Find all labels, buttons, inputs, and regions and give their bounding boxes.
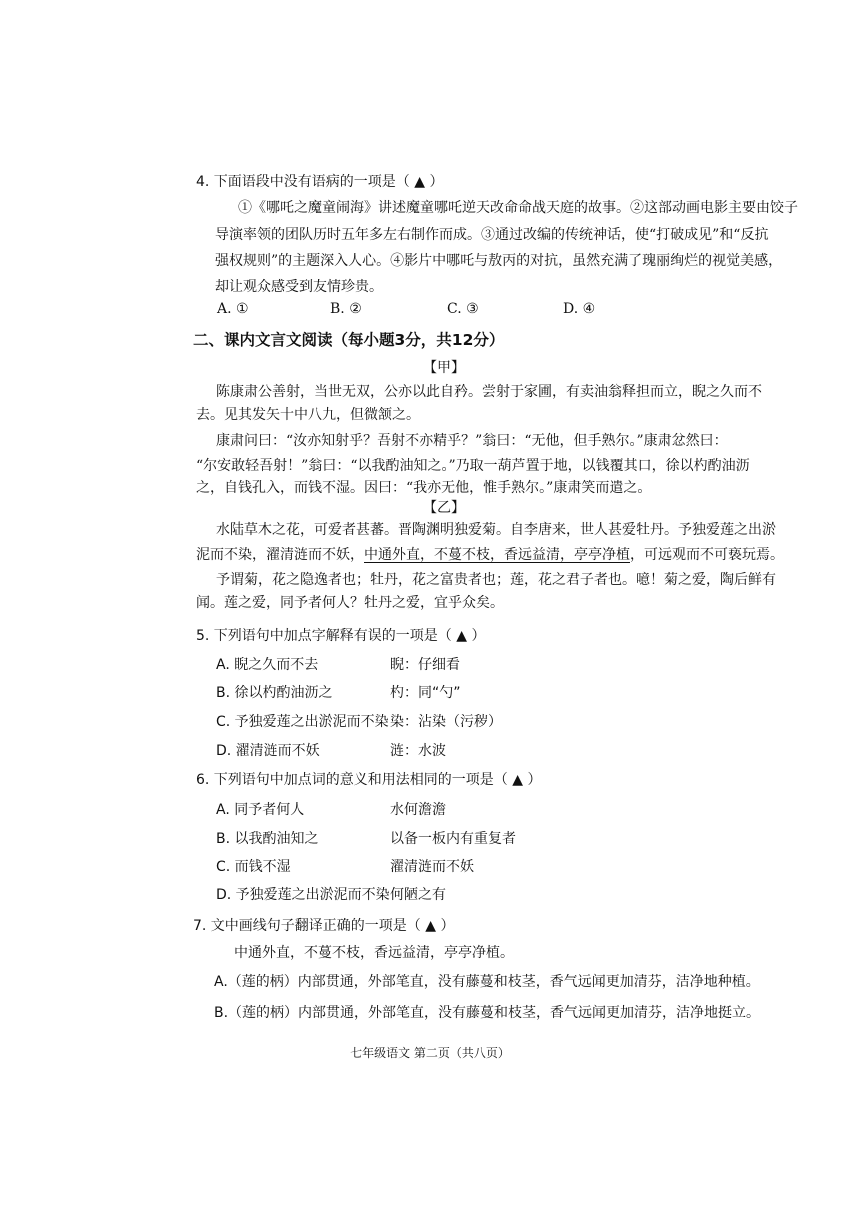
q4-passage-line: 导演率领的团队历时五年多左右制作而成。③通过改编的传统神话，使“打破成见”和“反抗 bbox=[215, 227, 769, 243]
q5-option-a-left: A. 睨之久而不去 bbox=[216, 657, 319, 673]
q6-stem: 6. 下列语句中加点词的意义和用法相同的一项是（ ▲ ） bbox=[196, 772, 542, 788]
q6-option-a-left: A. 同予者何人 bbox=[216, 802, 305, 818]
q5-option-a-right: 睨：仔细看 bbox=[390, 657, 460, 673]
q5-option-b-right: 杓：同“勺” bbox=[390, 685, 461, 701]
q6-option-a-right: 水何澹澹 bbox=[390, 802, 446, 818]
q4-option-b: B. ② bbox=[330, 301, 362, 317]
yi-line: 予谓菊，花之隐逸者也；牡丹，花之富贵者也；莲，花之君子者也。噫！菊之爱，陶后鲜有 bbox=[216, 572, 776, 588]
q6-option-b-right: 以备一板内有重复者 bbox=[390, 831, 516, 847]
q5-option-d-right: 涟：水波 bbox=[390, 743, 446, 759]
underlined-sentence: 中通外直，不蔓不枝，香远益清，亭亭净植 bbox=[364, 547, 630, 563]
jia-line: 之，自钱孔入，而钱不湿。因曰：“我亦无他，惟手熟尔。”康肃笑而遣之。 bbox=[196, 480, 652, 496]
q5-option-c-left: C. 予独爱莲之出淤泥而不染 bbox=[216, 714, 389, 730]
q5-stem: 5. 下列语句中加点字解释有误的一项是（ ▲ ） bbox=[196, 628, 486, 644]
page-footer: 七年级语文 第二页（共八页） bbox=[350, 1046, 510, 1060]
q6-option-d-left: D. 予独爱莲之出淤泥而不染 bbox=[216, 887, 390, 903]
yi-line: 水陆草木之花，可爱者甚蕃。晋陶渊明独爱菊。自李唐来，世人甚爱牡丹。予独爱莲之出淤 bbox=[216, 522, 776, 538]
q4-option-a: A. ① bbox=[217, 301, 249, 317]
yi-line: 闻。莲之爱，同予者何人？牡丹之爱，宜乎众矣。 bbox=[196, 595, 504, 611]
q5-option-d-left: D. 濯清涟而不妖 bbox=[216, 743, 320, 759]
q7-stem: 7. 文中画线句子翻译正确的一项是（ ▲ ） bbox=[193, 918, 455, 934]
q4-stem: 4. 下面语段中没有语病的一项是（ ▲ ） bbox=[196, 174, 444, 190]
q4-passage-line: ①《哪吒之魔童闹海》讲述魔童哪吒逆天改命命战天庭的故事。②这部动画电影主要由饺子 bbox=[238, 200, 798, 216]
passage-label-jia: 【甲】 bbox=[423, 360, 465, 376]
yi-text: 泥而不染，濯清涟而不妖， bbox=[196, 547, 364, 563]
q7-quote: 中通外直，不蔓不枝，香远益清，亭亭净植。 bbox=[234, 945, 514, 961]
yi-line bbox=[196, 546, 784, 564]
q4-passage-line: 强权规则”的主题深入人心。④影片中哪吒与敖丙的对抗，虽然充满了瑰丽绚烂的视觉美感， bbox=[215, 253, 783, 269]
q6-option-b-left: B. 以我酌油知之 bbox=[216, 831, 319, 847]
q6-option-d-right: 何陋之有 bbox=[390, 887, 446, 903]
q4-passage-line: 却让观众感受到友情珍贵。 bbox=[215, 279, 383, 295]
yi-text: ，可远观而不可亵玩焉。 bbox=[630, 547, 784, 563]
q6-option-c-left: C. 而钱不湿 bbox=[216, 859, 291, 875]
q4-option-c: C. ③ bbox=[447, 301, 479, 317]
jia-line: 陈康肃公善射，当世无双，公亦以此自矜。尝射于家圃，有卖油翁释担而立，睨之久而不 bbox=[216, 384, 762, 400]
jia-line: 去。见其发矢十中八九，但微颔之。 bbox=[196, 407, 420, 423]
q5-option-b-left: B. 徐以杓酌油沥之 bbox=[216, 685, 333, 701]
q5-option-c-right: 染：沾染（污秽） bbox=[390, 714, 502, 730]
section-title: 二、课内文言文阅读（每小题3分，共12分） bbox=[193, 331, 505, 349]
q7-option-b: B.（莲的柄）内部贯通，外部笔直，没有藤蔓和枝茎，香气远闻更加清芬，洁净地挺立。 bbox=[214, 1005, 761, 1021]
q6-option-c-right: 濯清涟而不妖 bbox=[390, 859, 474, 875]
passage-label-yi: 【乙】 bbox=[423, 500, 465, 516]
q7-option-a: A.（莲的柄）内部贯通，外部笔直，没有藤蔓和枝茎，香气远闻更加清芬，洁净地种植。 bbox=[214, 974, 760, 990]
jia-line: 康肃问曰：“汝亦知射乎？吾射不亦精乎？”翁曰：“无他，但手熟尔。”康肃忿然曰： bbox=[216, 433, 728, 449]
q4-option-d: D. ④ bbox=[563, 301, 596, 317]
jia-line: “尔安敢轻吾射！”翁曰：“以我酌油知之。”乃取一葫芦置于地，以钱覆其口，徐以杓酌油沥 bbox=[196, 458, 750, 474]
